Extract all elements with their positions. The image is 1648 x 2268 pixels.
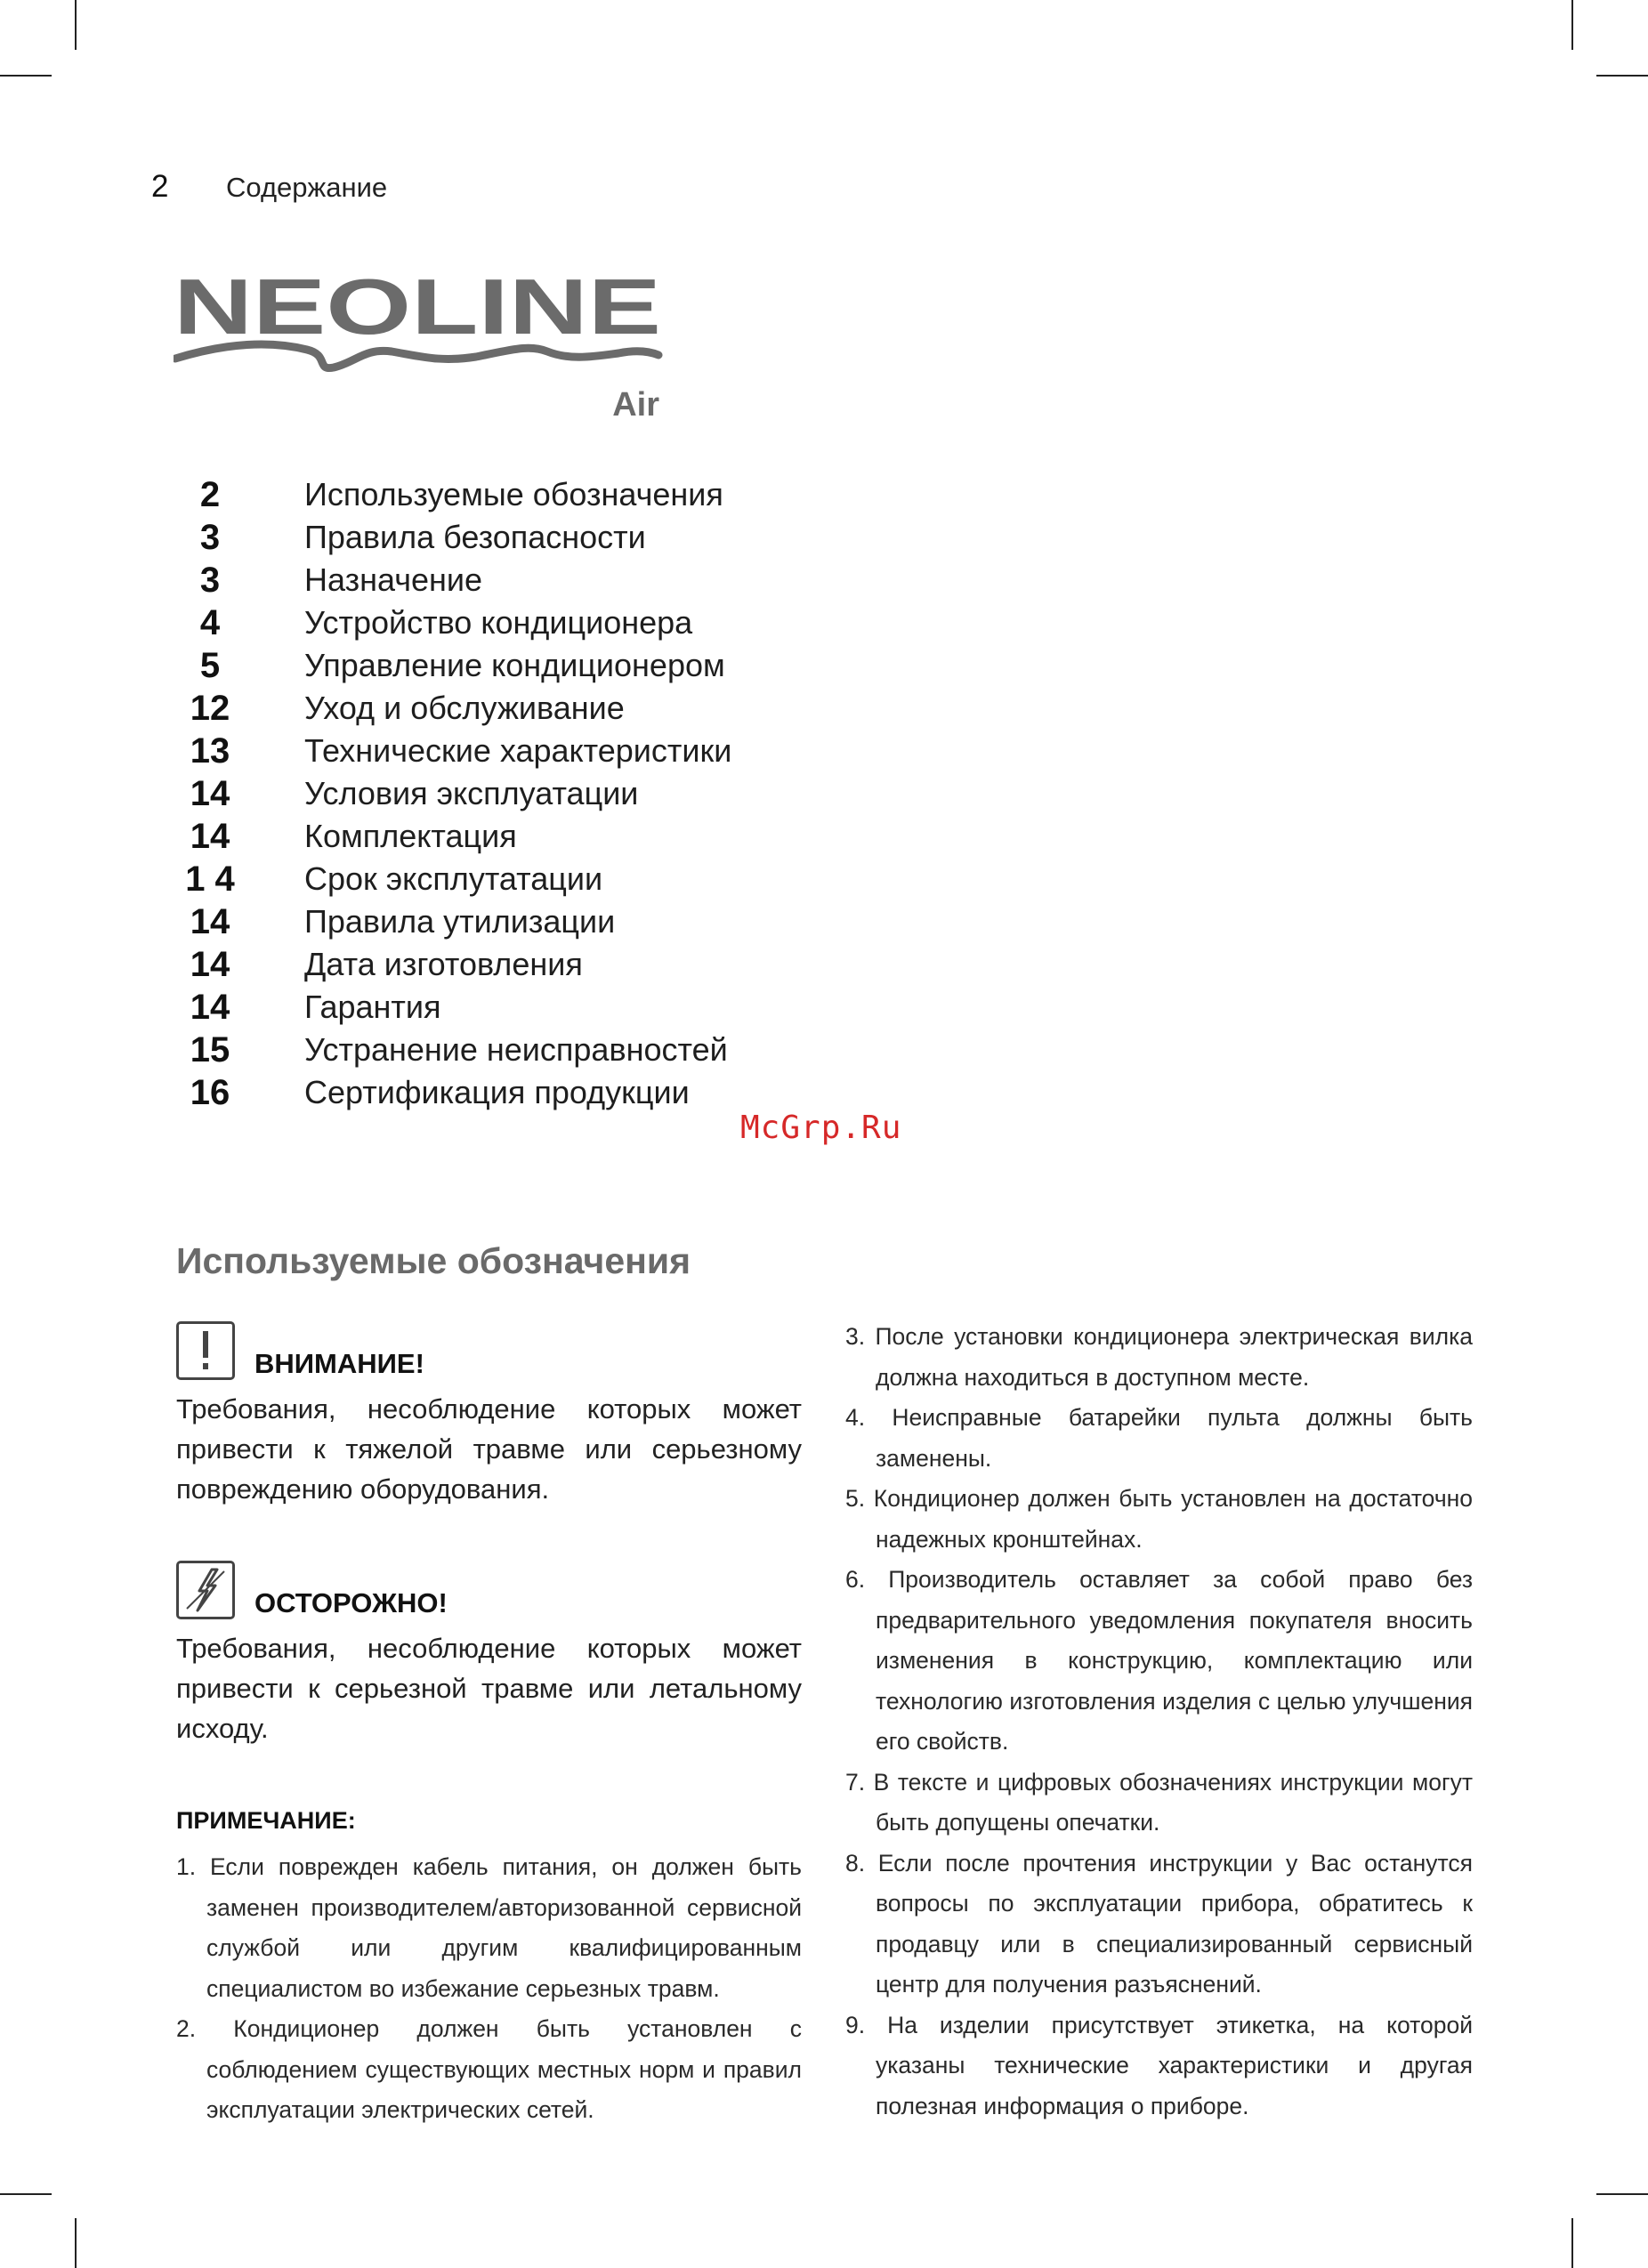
right-column — [845, 1317, 1473, 2127]
toc-row[interactable] — [169, 644, 731, 687]
lightning-icon — [176, 1561, 235, 1619]
toc-title: Управление кондиционером — [304, 647, 725, 683]
crop-mark — [1571, 2218, 1573, 2268]
toc-page: 13 — [190, 730, 230, 771]
note-item: 7. В тексте и цифровых обозначениях инструкции могут быть допущены опечатки. — [845, 1768, 1473, 1836]
toc-title: Условия эксплуатации — [304, 775, 639, 811]
toc-page: 1 4 — [185, 859, 235, 899]
note-item: 1. Если поврежден кабель питания, он должен быть заменен производителем/авторизованной сервисной службой или другим квалифицированным специалистом во избежание серьезных травм. — [176, 1853, 802, 2002]
toc-row[interactable] — [169, 815, 731, 858]
toc-row[interactable] — [169, 516, 731, 559]
toc-page: 3 — [199, 517, 221, 557]
toc-row[interactable] — [169, 473, 731, 516]
caution-label: ОСТОРОЖНО! — [254, 1587, 448, 1618]
caution-text: Требования, несоблюдение которых может привести к серьезной травме или летальному исходу. — [176, 1633, 802, 1744]
toc-page: 14 — [190, 773, 230, 813]
toc-page: 2 — [199, 474, 221, 514]
toc-row[interactable] — [169, 943, 731, 986]
crop-mark — [1596, 75, 1648, 77]
note-item: 3. После установки кондиционера электрическая вилка должна находиться в доступном месте. — [845, 1323, 1473, 1391]
watermark-link[interactable]: McGrp.Ru — [740, 1110, 902, 1146]
note-item: 5. Кондиционер должен быть установлен на достаточно надежных кронштейнах. — [845, 1485, 1473, 1553]
crop-mark — [1596, 2193, 1648, 2195]
toc-title: Назначение — [304, 561, 483, 598]
note-item: 8. Если после прочтения инструкции у Вас останутся вопросы по эксплуатации прибора, обратитесь к продавцу или в специализированный сервисный центр для получения разъяснений. — [845, 1849, 1473, 1998]
toc-page: 14 — [190, 987, 230, 1027]
toc-title: Правила утилизации — [304, 903, 616, 940]
crop-mark — [1571, 0, 1573, 50]
toc-row[interactable] — [169, 601, 731, 644]
page-header — [151, 169, 387, 205]
toc-page: 5 — [199, 645, 221, 685]
toc-page: 14 — [190, 901, 230, 941]
logo-brand: NEOLINE — [174, 262, 661, 351]
toc-title: Используемые обозначения — [304, 476, 723, 513]
attention-heading — [176, 1321, 802, 1380]
toc-row[interactable] — [169, 772, 731, 815]
toc-page: 16 — [190, 1072, 230, 1112]
toc-row[interactable] — [169, 1071, 731, 1114]
toc-title: Устройство кондиционера — [304, 604, 693, 641]
toc-page: 4 — [199, 602, 221, 642]
attention-label: ВНИМАНИЕ! — [254, 1348, 424, 1379]
toc-row[interactable] — [169, 730, 731, 772]
toc-title: Комплектация — [304, 818, 517, 854]
toc-page: 15 — [190, 1029, 230, 1069]
toc-title: Технические характеристики — [304, 732, 732, 769]
note-item: 2. Кондиционер должен быть установлен с соблюдением существующих местных норм и правил эксплуатации электрических сетей. — [176, 2015, 802, 2123]
note-label: ПРИМЕЧАНИЕ: — [176, 1807, 356, 1834]
toc-page: 12 — [190, 688, 230, 728]
toc-row[interactable] — [169, 1029, 731, 1071]
header-title: Содержание — [226, 172, 388, 203]
table-of-contents — [169, 473, 731, 1114]
toc-page: 3 — [199, 560, 221, 600]
note-item: 6. Производитель оставляет за собой право без предварительного уведомления покупателя вносить изменения в конструкцию, комплектацию или технологию изготовления изделия с целью улучшения его свойств. — [845, 1566, 1473, 1755]
toc-row[interactable] — [169, 687, 731, 730]
crop-mark — [0, 75, 52, 77]
toc-title: Правила безопасности — [304, 519, 646, 555]
crop-mark — [0, 2193, 52, 2195]
note-list-left — [176, 1847, 802, 2131]
page-number: 2 — [151, 169, 169, 204]
caution-heading — [176, 1561, 802, 1619]
section-title: Используемые обозначения — [176, 1240, 691, 1281]
toc-title: Гарантия — [304, 989, 441, 1025]
toc-row[interactable] — [169, 900, 731, 943]
note-item: 4. Неисправные батарейки пульта должны быть заменены. — [845, 1404, 1473, 1472]
toc-title: Уход и обслуживание — [304, 690, 625, 726]
toc-title: Сертификация продукции — [304, 1074, 690, 1110]
toc-title: Дата изготовления — [304, 946, 583, 982]
attention-text: Требования, несоблюдение которых может привести к тяжелой травме или серьезному повреждению оборудования. — [176, 1393, 802, 1505]
crop-mark — [75, 0, 77, 50]
toc-row[interactable] — [169, 858, 731, 900]
toc-title: Срок эксплутатации — [304, 860, 603, 897]
crop-mark — [75, 2218, 77, 2268]
note-item: 9. На изделии присутствует этикетка, на которой указаны технические характеристики и другая полезная информация о приборе. — [845, 2011, 1473, 2119]
toc-row[interactable] — [169, 559, 731, 601]
toc-page: 14 — [190, 944, 230, 984]
left-column — [176, 1321, 802, 2131]
toc-page: 14 — [190, 816, 230, 856]
neoline-logo — [174, 262, 672, 432]
logo-model: Air — [612, 386, 659, 424]
toc-row[interactable] — [169, 986, 731, 1029]
exclamation-icon — [176, 1321, 235, 1380]
toc-title: Устранение неисправностей — [304, 1031, 728, 1068]
